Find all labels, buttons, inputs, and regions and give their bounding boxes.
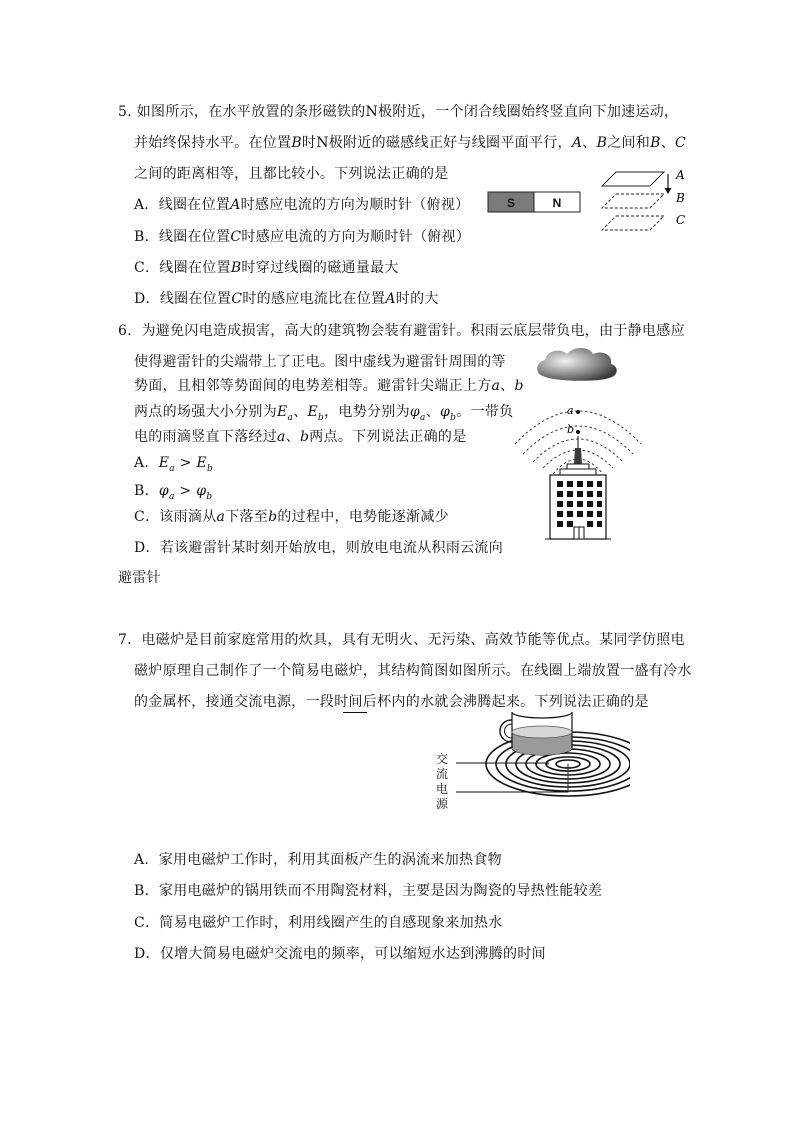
point-b-label: b (567, 423, 575, 436)
label-b: B (676, 191, 685, 205)
q6-option-a: A．$E_a > E_b$ (134, 455, 214, 474)
q6-option-d-line2: 避雷针 (118, 570, 161, 586)
q6-stem-line2: 使得避雷针的尖端带上了正电。图中虚线为避雷针周围的等 (134, 354, 506, 370)
coil-position-c (602, 216, 664, 230)
q7-option-a: A．家用电磁炉工作时，利用其面板产生的涡流来加热食物 (134, 852, 502, 868)
point-a (576, 410, 580, 414)
underline-mark (343, 712, 367, 713)
lightning-rod (574, 436, 582, 464)
coil-position-a (602, 172, 664, 186)
q5-option-b: B．线圈在位置C时感应电流的方向为顺时针（俯视） (134, 229, 471, 245)
q6-option-b: B．$\varphi_a > \varphi_b$ (134, 483, 213, 502)
q5-option-a: A．线圈在位置A时感应电流的方向为顺时针（俯视） (134, 197, 470, 213)
arrow-head-icon (665, 188, 672, 194)
s-pole-label: S (506, 196, 516, 210)
q5-option-d: D．线圈在位置C时的感应电流比在位置A时的大 (134, 291, 439, 307)
q6-lightning-rod-figure (505, 340, 675, 545)
ac-power-label-3: 电 (436, 782, 449, 796)
q5-magnet-coil-figure (480, 160, 700, 240)
q7-stem-line1: 7．电磁炉是目前家庭常用的炊具，具有无明火、无污染、高效节能等优点。某同学仿照电 (118, 632, 685, 648)
q7-stem-line2: 磁炉原理自己制作了一个简易电磁炉，其结构简图如图所示。在线圈上端放置一盛有冷水 (134, 663, 692, 679)
q7-option-c: C．简易电磁炉工作时，利用线圈产生的自感现象来加热水 (134, 915, 503, 931)
q7-stem-line3: 的金属杯，接通交流电源，一段时间后杯内的水就会沸腾起来。下列说法正确的是 (134, 694, 649, 710)
q6-option-d-line1: D．若该避雷针某时刻开始放电，则放电电流从积雨云流向 (134, 540, 504, 556)
q6-stem-line5: 电的雨滴竖直下落经过a、b两点。下列说法正确的是 (134, 429, 467, 445)
q5-stem-line3: 之间的距离相等，且都比较小。下列说法正确的是 (134, 166, 449, 182)
bar-magnet (488, 192, 580, 212)
q6-stem-line3: 势面，且相邻等势面间的电势差相等。避雷针尖端正上方a、b (134, 378, 524, 394)
storm-cloud (537, 348, 617, 381)
q5-stem-line2: 并始终保持水平。在位置B时N极附近的磁感线正好与线圈平面平行，A、B之间和B、C (134, 135, 687, 151)
ac-power-label-1: 交 (436, 752, 449, 766)
q6-stem-line1: 6．为避免闪电造成损害，高大的建筑物会装有避雷针。积雨云底层带负电，由于静电感应 (118, 323, 685, 339)
q7-induction-cooker-figure (430, 712, 630, 832)
coil-position-b (602, 194, 664, 208)
label-c: C (676, 213, 686, 227)
ac-power-label-2: 流 (436, 767, 449, 781)
lead-wire-top (456, 763, 548, 765)
building (545, 464, 611, 539)
metal-cup (500, 712, 572, 755)
q6-option-c: C．该雨滴从a下落至b的过程中，电势能逐渐减少 (134, 509, 449, 525)
q7-option-d: D．仅增大简易电磁炉交流电的频率，可以缩短水达到沸腾的时间 (134, 946, 546, 962)
q5-option-c: C．线圈在位置B时穿过线圈的磁通量最大 (134, 260, 399, 276)
q6-stem-line4: 两点的场强大小分别为$E_a$、$E_b$，电势分别为$\varphi_a$、$\varphi_b$。一带负 (134, 404, 514, 423)
q7-option-b: B．家用电磁炉的锅用铁而不用陶瓷材料，主要是因为陶瓷的导热性能较差 (134, 883, 603, 899)
ac-power-label-4: 源 (436, 797, 449, 811)
q5-stem-line1: 5. 如图所示，在水平放置的条形磁铁的N极附近，一个闭合线圈始终竖直向下加速运动， (118, 104, 679, 120)
n-pole-label: N (552, 196, 562, 210)
point-a-label: a (567, 404, 574, 417)
label-a: A (676, 168, 685, 182)
point-b (576, 430, 580, 434)
